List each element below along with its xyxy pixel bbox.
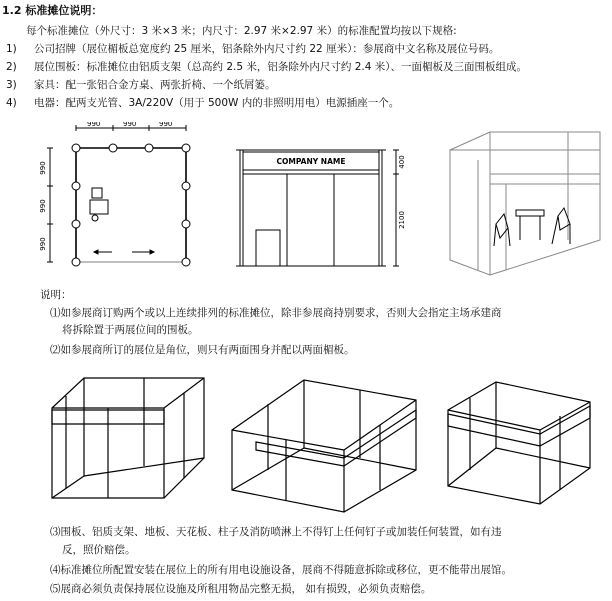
note-3-cont: 反，照价赔偿。 (62, 544, 136, 556)
plan-dim-top-3: 990 (159, 122, 173, 128)
elevation-dim-2100: 2100 (398, 211, 406, 229)
spec-text-1: 公司招牌（展位楣板总宽度约 25 厘米，铝条除外内尺寸约 22 厘米）：参展商中文名称及展位号码。 (34, 43, 500, 55)
spec-text-2: 展位围板：标准摊位由铝质支架（总高约 2.5 米，铝条除外内尺寸约 2.4 米）、一面楣板及三面围板组成。 (34, 61, 527, 73)
plan-dim-top-1: 990 (87, 122, 101, 128)
spec-text-3: 家具：配一张铝合金方桌、两张折椅、一个纸屑篓。 (34, 79, 276, 91)
section-heading (2, 4, 102, 18)
spec-num-1: 1) (6, 43, 17, 55)
elevation-dim-400: 400 (398, 155, 406, 169)
booth-floor-plan (36, 122, 206, 272)
booth-front-elevation (232, 140, 412, 272)
plan-dim-left-2: 990 (39, 199, 47, 213)
note-2: ⑵如参展商所订的展位是角位，则只有两面围身并配以两面楣板。 (50, 344, 355, 356)
section-title: 标准摊位说明： (25, 4, 103, 17)
booth-frame-single (44, 368, 214, 518)
spec-num-3: 3) (6, 79, 17, 91)
notes-label: 说明： (40, 289, 72, 301)
section-number: 1.2 (2, 4, 22, 17)
spec-num-2: 2) (6, 61, 17, 73)
note-1: ⑴如参展商订购两个或以上连续排列的标准摊位，除非参展商持别要求，否则大会指定主场承建商 (50, 307, 502, 319)
spec-num-4: 4) (6, 97, 17, 109)
intro-text: 每个标准摊位（外尺寸：3 米×3 米；内尺寸：2.97 米×2.97 米）的标准配置均按以下规格: (26, 25, 457, 37)
note-3: ⑶围板、铝质支架、地板、天花板、柱子及消防喷淋上不得钉上任何钉子或加装任何装置，如有违 (50, 526, 502, 538)
plan-dim-left-1: 990 (39, 161, 47, 175)
booth-perspective-view (446, 130, 606, 280)
spec-text-4: 电器：配两支光管、3A/220V（用于 500W 内的非照明用电）电源插座一个。 (34, 97, 400, 109)
plan-dim-top-2: 990 (123, 122, 137, 128)
note-5: ⑸展商必须负责保持展位设施及所租用物品完整无损， 如有损毁，必须负责赔偿。 (50, 583, 432, 595)
plan-dim-left-3: 990 (39, 237, 47, 251)
booth-frame-corner (440, 374, 600, 514)
booth-frame-double (226, 370, 422, 516)
note-1-cont: 将拆除置于两展位间的围板。 (62, 324, 199, 336)
fascia-company-name: COMPANY NAME (276, 157, 346, 166)
note-4: ⑷标准摊位所配置安装在展位上的所有用电设施设备，展商不得随意拆除或移位，更不能带出展馆。 (50, 564, 512, 576)
